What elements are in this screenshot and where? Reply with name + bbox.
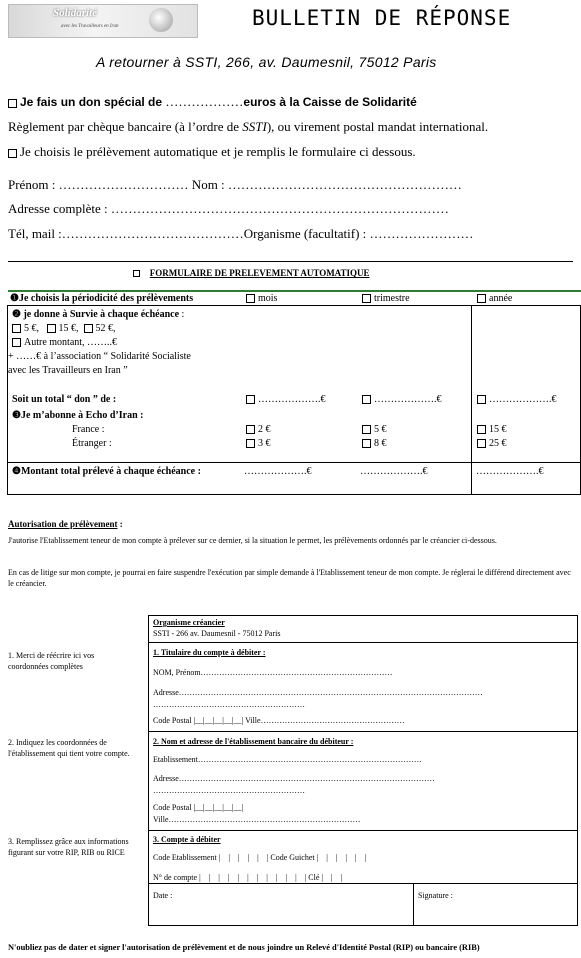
section-3-title: 3. Compte à débiter	[153, 835, 221, 844]
etranger-label: Étranger :	[72, 438, 112, 449]
adresse-titulaire-field[interactable]: Adresse……………………………………………………………………………………………………	[153, 688, 483, 697]
echo-etranger-mois-checkbox[interactable]	[246, 439, 255, 448]
prelevement-checkbox[interactable]	[8, 149, 17, 158]
echo-etranger-annee[interactable]: 25 €	[477, 438, 507, 449]
section-1-title: 1. Titulaire du compte à débiter :	[153, 648, 266, 657]
total-annee-checkbox[interactable]	[477, 395, 486, 404]
code-postal-boxes[interactable]: |__|__|__|__|__|	[193, 716, 244, 725]
step-2: 2. Indiquez les coordonnées de l'établissement qui tient votre compte.	[8, 738, 130, 758]
mandate-divider-4	[148, 883, 577, 884]
echo-france-annee-checkbox[interactable]	[477, 425, 486, 434]
echo-france-mois[interactable]: 2 €	[246, 424, 271, 435]
adresse-field[interactable]: Adresse complète : ……………………………………………………………………	[8, 201, 449, 216]
creancier-title: Organisme créancier	[153, 618, 225, 627]
step-1: 1. Merci de réécrire ici vos coordonnées complètes	[8, 651, 95, 671]
give-label: ❷ je donne à Survie à chaque échéance :	[12, 309, 185, 320]
echo-label: ❸Je m’abonne à Echo d’Iran :	[12, 410, 144, 421]
creancier-value: SSTI - 266 av. Daumesnil - 75012 Paris	[153, 629, 281, 638]
autorisation-p1: J'autorise l'Etablissement teneur de mon compte à prélever sur ce dernier, si la situation le permet, les prélèvements ordonnés par le créancier ci-dessous.	[8, 536, 497, 545]
signature-field[interactable]: Signature :	[418, 891, 453, 900]
adresse-banque-field[interactable]: Adresse……………………………………………………………………………………	[153, 774, 435, 783]
option-mois[interactable]: mois	[246, 293, 277, 304]
cle-boxes[interactable]: | | |	[321, 873, 343, 882]
prenom-nom-field[interactable]: Prénom : ………………………… Nom : ………………………………………………	[8, 177, 462, 192]
logo-title: Solidarité	[53, 7, 98, 19]
total-label: Soit un total “ don ” de :	[12, 394, 117, 405]
don-checkbox[interactable]	[8, 99, 17, 108]
section-2-title: 2. Nom et adresse de l'établissement bancaire du débiteur :	[153, 737, 354, 746]
assoc-line-1: + ……€ à l’association “ Solidarité Socialiste	[8, 351, 191, 362]
code-postal-banque-row: Code Postal |__|__|__|__|__|	[153, 803, 244, 812]
return-address: A retourner à SSTI, 266, av. Daumesnil, 75012 Paris	[96, 54, 437, 70]
amount-5-checkbox[interactable]	[12, 324, 21, 333]
footer-note: N'oubliez pas de dater et signer l'autorisation de prélèvement et de nous joindre un Relevé d'Identité Postal (RIP) ou bancaire (RIB)	[8, 943, 480, 952]
total-mois-checkbox[interactable]	[246, 395, 255, 404]
tel-organisme-field[interactable]: Tél, mail :……………………………………Organisme (facultatif) : ……………………	[8, 226, 474, 241]
option-annee[interactable]: année	[477, 293, 512, 304]
amount-options: 5 €, 15 €, 52 €,	[12, 323, 116, 334]
amount-15-checkbox[interactable]	[47, 324, 56, 333]
mois-checkbox[interactable]	[246, 294, 255, 303]
code-postal-banque-boxes[interactable]: |__|__|__|__|__|	[193, 803, 244, 812]
code-guichet-boxes[interactable]: | | | | | |	[316, 853, 367, 862]
autre-montant[interactable]: Autre montant, ……..€	[12, 337, 117, 348]
divider	[8, 261, 573, 262]
code-etab-row: Code Etablissement | | | | | | Code Guichet | | | | | |	[153, 853, 367, 862]
reglement-line: Règlement par chèque bancaire (à l’ordre de SSTI), ou virement postal mandat international.	[8, 119, 489, 134]
ssti-logo	[8, 4, 198, 38]
table-row-divider	[7, 462, 580, 463]
france-label: France :	[72, 424, 105, 435]
montant-annee-field[interactable]: ……………….€	[476, 466, 544, 477]
nom-prenom-field[interactable]: NOM, Prénom………………………………………………………………	[153, 668, 393, 677]
echo-france-mois-checkbox[interactable]	[246, 425, 255, 434]
prelevement-line: Je choisis le prélèvement automatique et je remplis le formulaire ci dessous.	[8, 144, 416, 160]
autre-checkbox[interactable]	[12, 338, 21, 347]
adresse-banque-line2[interactable]: …………………………………………………	[153, 786, 305, 795]
amount-52-checkbox[interactable]	[84, 324, 93, 333]
code-etab-boxes[interactable]: | | | | | |	[218, 853, 269, 862]
montant-label: ❹Montant total prélevé à chaque échéance :	[12, 466, 201, 477]
echo-etranger-trim[interactable]: 8 €	[362, 438, 387, 449]
trimestre-checkbox[interactable]	[362, 294, 371, 303]
heading-square-icon	[133, 270, 140, 277]
total-trimestre-field[interactable]: ……………….€	[362, 394, 442, 405]
adresse-titulaire-line2[interactable]: …………………………………………………	[153, 700, 305, 709]
mandate-divider-2	[148, 731, 577, 732]
echo-france-annee[interactable]: 15 €	[477, 424, 507, 435]
globe-icon	[149, 8, 173, 32]
montant-mois-field[interactable]: ……………….€	[244, 466, 312, 477]
assoc-line-2: avec les Travailleurs en Iran ”	[8, 365, 128, 376]
montant-trimestre-field[interactable]: ……………….€	[360, 466, 428, 477]
date-field[interactable]: Date :	[153, 891, 173, 900]
echo-france-trim[interactable]: 5 €	[362, 424, 387, 435]
num-compte-boxes[interactable]: | | | | | | | | | | | |	[199, 873, 307, 882]
echo-france-trim-checkbox[interactable]	[362, 425, 371, 434]
date-signature-divider	[413, 883, 414, 925]
option-trimestre[interactable]: trimestre	[362, 293, 410, 304]
echo-etranger-mois[interactable]: 3 €	[246, 438, 271, 449]
echo-etranger-annee-checkbox[interactable]	[477, 439, 486, 448]
num-compte-row: N° de compte | | | | | | | | | | | | Clé | | |	[153, 873, 343, 882]
don-line: Je fais un don spécial de ………………euros à la Caisse de Solidarité	[8, 94, 417, 110]
total-trimestre-checkbox[interactable]	[362, 395, 371, 404]
autorisation-p2: En cas de litige sur mon compte, je pourrai en faire suspendre l'exécution par simple demande à l'Etablissement teneur de mon compte. Je réglerai le différend directement avec le créancier.	[8, 568, 571, 588]
periodicity-label: ❶Je choisis la périodicité des prélèvements	[10, 293, 194, 304]
green-rule	[8, 290, 581, 292]
ville-field[interactable]: Ville………………………………………………	[245, 716, 405, 725]
etablissement-field[interactable]: Etablissement…………………………………………………………………………	[153, 755, 422, 764]
mandate-divider-1	[148, 642, 577, 643]
page-title: BULLETIN DE RÉPONSE	[252, 6, 512, 30]
total-mois-field[interactable]: ……………….€	[246, 394, 326, 405]
annee-checkbox[interactable]	[477, 294, 486, 303]
code-postal-row: Code Postal |__|__|__|__|__| Ville………………………………………………	[153, 716, 405, 725]
ville-banque-field[interactable]: Ville………………………………………………………………	[153, 815, 361, 824]
total-annee-field[interactable]: ……………….€	[477, 394, 557, 405]
step-3: 3. Remplissez grâce aux informations figurant sur votre RIP, RIB ou RICE	[8, 837, 129, 857]
logo-subtitle: avec les Travailleurs en Iran	[61, 24, 119, 29]
table-divider	[471, 305, 472, 494]
autorisation-title: Autorisation de prélèvement :	[8, 519, 123, 529]
echo-etranger-trim-checkbox[interactable]	[362, 439, 371, 448]
mandate-divider-3	[148, 830, 577, 831]
form-heading: FORMULAIRE DE PRELEVEMENT AUTOMATIQUE	[133, 268, 370, 278]
